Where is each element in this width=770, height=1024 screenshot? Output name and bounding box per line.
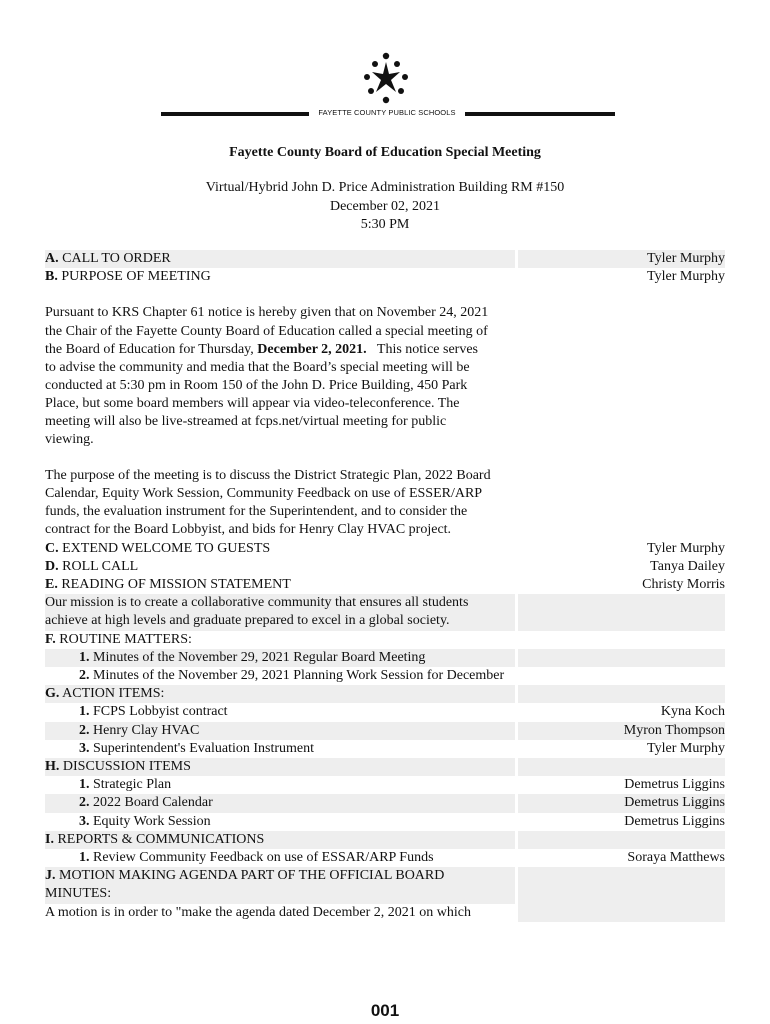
item-letter: C. [45,540,59,556]
item-label: MOTION MAKING AGENDA PART OF THE OFFICIAL BOARD MINUTES: [45,868,445,902]
mission-text: Our mission is to create a collaborative community that ensures all students achieve at high levels and graduate prepared to excel in a global society. [45,594,515,630]
subitem-number: 2. [79,795,90,811]
item-letter: D. [45,558,59,574]
agenda-subitem-f1 [45,649,725,667]
subitem-number: 2. [79,722,90,738]
item-presenter: Myron Thompson [518,722,725,740]
agenda-item-a [45,250,725,268]
item-label: ROUTINE MATTERS: [59,631,192,647]
item-presenter: Demetrus Liggins [624,813,725,829]
page-number: 001 [370,1001,400,1020]
subitem-number: 1. [79,849,90,865]
item-presenter: Demetrus Liggins [624,777,725,793]
subitem-label: Minutes of the November 29, 2021 Regular Board Meeting [93,649,426,665]
item-label: REPORTS & COMMUNICATIONS [57,831,265,847]
item-label: DISCUSSION ITEMS [62,758,191,774]
motion-text: A motion is in order to "make the agenda dated December 2, 2021 on which [45,904,471,920]
subitem-number: 1. [79,777,90,793]
item-letter: F. [45,631,56,647]
item-label: ROLL CALL [62,558,139,574]
logo-rule-left [161,112,309,116]
agenda-item-b [45,268,725,286]
item-letter: G. [45,686,60,702]
agenda-subitem-f2 [45,667,725,685]
meeting-location: Virtual/Hybrid John D. Price Administration Building RM #150 [205,180,565,195]
item-letter: H. [45,758,60,774]
subitem-number: 1. [79,649,90,665]
agenda-item-g [45,685,725,703]
agenda-subitem-h2 [45,794,725,812]
subitem-label: Review Community Feedback on use of ESSAR/ARP Funds [93,849,434,865]
notice-paragraph [45,304,515,449]
meeting-date: December 02, 2021 [329,198,441,214]
item-presenter: Soraya Matthews [627,849,725,865]
agenda-item-i [45,831,725,849]
agenda-subitem-g3 [45,740,725,758]
item-presenter: Christy Morris [642,576,725,592]
item-label: READING OF MISSION STATEMENT [61,576,291,592]
item-presenter: Tyler Murphy [647,269,725,285]
item-letter: B. [45,269,58,285]
item-label: CALL TO ORDER [62,251,171,266]
meeting-header [0,145,770,235]
agenda-subitem-h1 [45,776,725,794]
agenda-item-c [45,540,725,558]
agenda-item-j [45,867,725,903]
subitem-number: 3. [79,813,90,829]
subitem-label: Equity Work Session [93,813,211,829]
subitem-number: 3. [79,740,90,756]
subitem-label: 2022 Board Calendar [93,795,213,811]
subitem-label: FCPS Lobbyist contract [93,704,228,720]
meeting-title: Fayette County Board of Education Special Meeting [229,145,541,160]
item-presenter: Tyler Murphy [647,540,725,556]
item-letter: J. [45,868,56,884]
agenda-subitem-h3 [45,813,725,831]
subitem-label: Henry Clay HVAC [93,722,200,738]
agenda-item-d [45,558,725,576]
meeting-time: 5:30 PM [360,217,410,232]
item-letter: A. [45,251,59,266]
agenda-item-h [45,758,725,776]
agenda-subitem-i1 [45,849,725,867]
item-label: ACTION ITEMS: [62,686,165,702]
item-letter: E. [45,576,58,592]
subitem-number: 1. [79,704,90,720]
agenda-subitem-g1 [45,703,725,721]
motion-text-row [45,904,725,922]
subitem-label: Minutes of the November 29, 2021 Planning Work Session for December [93,667,505,683]
org-name: FAYETTE COUNTY PUBLIC SCHOOLS [318,108,456,117]
item-presenter: Demetrus Liggins [518,794,725,812]
logo-rule-right [465,112,615,116]
agenda-item-e [45,576,725,594]
subitem-label: Strategic Plan [93,777,172,793]
notice-date-bold: December 2, 2021. [257,341,367,357]
subitem-label: Superintendent's Evaluation Instrument [93,740,315,756]
purpose-paragraph: The purpose of the meeting is to discuss the District Strategic Plan, 2022 Board Calendar, Equity Work Session, Community Feedback on use of ESSER/ARP funds, the evaluation instrument for the Superintendent, and to consider the contract for the Board Lobbyist, and bids for Henry Clay HVAC project. [45,468,491,538]
agenda-list [45,250,725,922]
item-presenter: Tyler Murphy [647,740,725,756]
agenda-item-f [45,631,725,649]
subitem-number: 2. [79,667,90,683]
agenda-subitem-g2 [45,722,725,740]
notice-text: Pursuant to KRS Chapter 61 notice is hereby given that on November 24, 2021 the Chair of the Fayette County Board of Education called a special meeting of the Board of Education for Thursday, [45,305,489,357]
notice-text-after: This notice serves to advise the community and media that the Board’s special meeting will be conducted at 5:30 pm in Room 150 of the John D. Price Building, 450 Park Place, but some board members will appear via video-teleconference. The meeting will also be live-streamed at fcps.net/virtual meeting for public viewing. [45,341,482,448]
item-label: PURPOSE OF MEETING [61,269,211,285]
item-presenter: Tanya Dailey [650,558,725,574]
mission-statement [45,594,725,630]
item-presenter: Tyler Murphy [518,250,725,268]
item-label: EXTEND WELCOME TO GUESTS [62,540,271,556]
item-letter: I. [45,831,54,847]
item-presenter: Kyna Koch [660,704,725,720]
fcps-logo-icon [358,50,414,106]
logo-header [0,50,770,120]
